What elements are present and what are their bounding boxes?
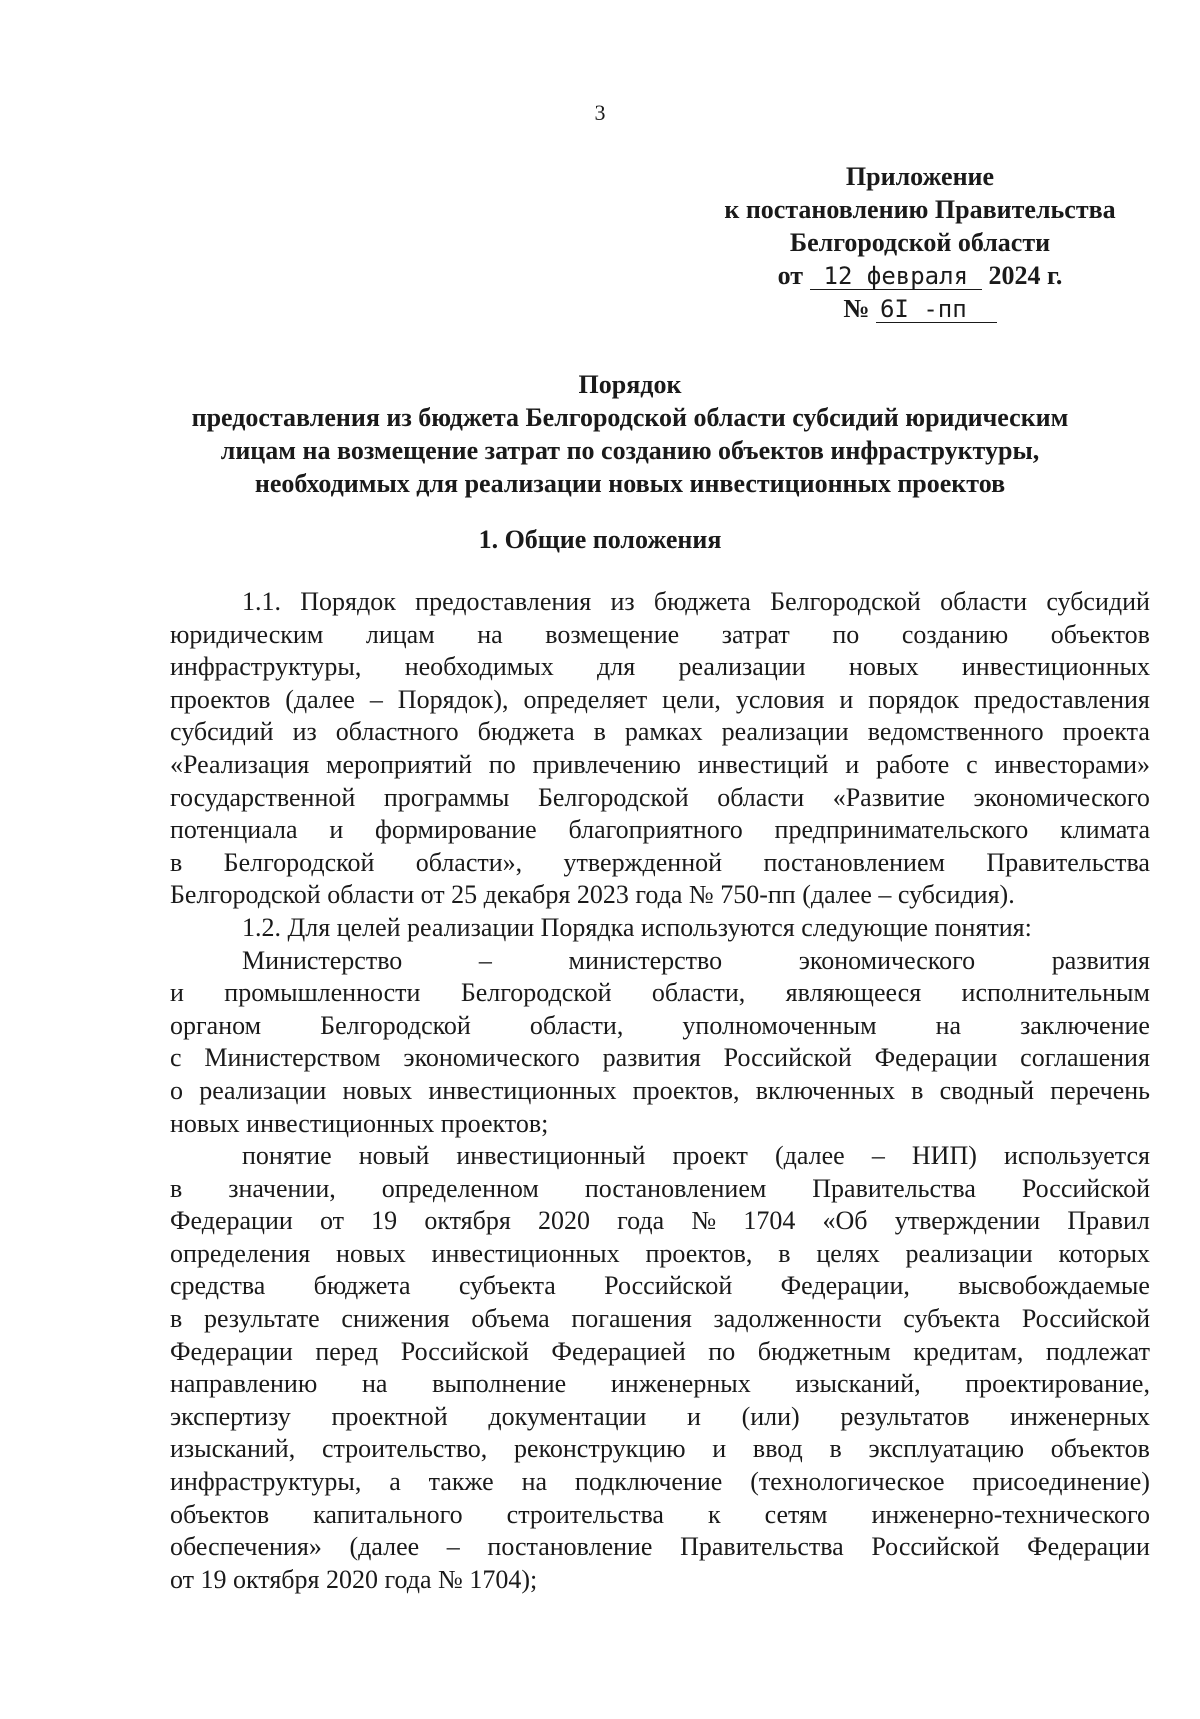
word: развития xyxy=(602,1043,701,1073)
word: государственной xyxy=(170,782,356,812)
word: Российской xyxy=(1021,1173,1150,1203)
body-line xyxy=(170,1368,1150,1401)
body-line xyxy=(170,1499,1150,1532)
word: порядок xyxy=(868,684,959,714)
body-line xyxy=(170,814,1150,847)
word: Белгородской xyxy=(460,978,612,1008)
word: предпринимательского xyxy=(774,815,1029,845)
word: (далее xyxy=(349,1532,420,1562)
word: Правительства xyxy=(986,847,1150,877)
word: Федерации xyxy=(170,1336,293,1366)
word: Правительства xyxy=(812,1173,976,1203)
word: экономического xyxy=(403,1043,580,1073)
word: результате xyxy=(203,1304,320,1334)
word: Российской xyxy=(723,1043,852,1073)
word: объектов xyxy=(170,1499,270,1529)
word: определенном xyxy=(381,1173,539,1203)
word: утверждении xyxy=(894,1206,1041,1236)
word: – xyxy=(369,684,383,714)
word: «Реализация xyxy=(170,749,310,779)
word: результатов xyxy=(840,1401,970,1431)
word: от xyxy=(319,1206,344,1236)
word: ввод xyxy=(752,1434,803,1464)
word: значении, xyxy=(228,1173,336,1203)
appendix-block xyxy=(700,160,1140,325)
word: областного xyxy=(335,717,459,747)
word: Федерации xyxy=(170,1206,293,1236)
word: субъекта xyxy=(903,1304,1001,1334)
body-line xyxy=(170,1401,1150,1434)
word: инвесторами» xyxy=(994,749,1150,779)
body-line xyxy=(170,1433,1150,1466)
word: и xyxy=(170,978,184,1008)
word: Федерации xyxy=(1027,1532,1150,1562)
number-prefix: № xyxy=(843,294,870,323)
appendix-date xyxy=(700,259,1140,292)
word: уполномоченным xyxy=(682,1010,877,1040)
word: проект xyxy=(672,1141,748,1171)
date-suffix: 2024 г. xyxy=(988,261,1063,290)
word: инженерных xyxy=(610,1369,751,1399)
word: Белгородской xyxy=(537,782,689,812)
word: Белгородской xyxy=(320,1010,471,1040)
word: из xyxy=(292,717,317,747)
appendix-line-3: Белгородской области xyxy=(789,228,1051,257)
word: «Развитие xyxy=(832,782,945,812)
word: сетям xyxy=(764,1499,828,1529)
word: подлежат xyxy=(1045,1336,1150,1366)
word: субъекта xyxy=(458,1271,556,1301)
word: и xyxy=(687,1401,701,1431)
word: и xyxy=(712,1434,727,1464)
word: в xyxy=(778,1238,791,1268)
word: перечень xyxy=(1050,1075,1150,1105)
word: Российской xyxy=(871,1532,1000,1562)
word: реализации xyxy=(905,1238,1033,1268)
word: новый xyxy=(358,1141,430,1171)
word: новых xyxy=(848,652,919,682)
word: а xyxy=(389,1467,401,1497)
word: климата xyxy=(1060,815,1150,845)
body-line xyxy=(170,977,1150,1010)
word: № xyxy=(691,1206,717,1236)
word: юридическим xyxy=(170,619,324,649)
word: области xyxy=(940,587,1028,616)
word: сводный xyxy=(939,1075,1035,1105)
title-line-4: необходимых для реализации новых инвестиционных проектов xyxy=(254,469,1006,498)
word: эксплуатацию xyxy=(868,1434,1025,1464)
body-line xyxy=(170,1205,1150,1238)
word: 19 xyxy=(371,1206,398,1236)
body-line xyxy=(170,1466,1150,1499)
word: присоединение) xyxy=(972,1467,1150,1497)
word: задолженности xyxy=(713,1304,882,1334)
word: условия xyxy=(735,684,825,714)
number-handwritten: 6I -пп xyxy=(876,296,997,323)
word: экспертизу xyxy=(170,1401,291,1431)
word: в xyxy=(829,1434,842,1464)
word: инженерных xyxy=(1010,1401,1150,1431)
word: с xyxy=(170,1043,182,1073)
word: Российской xyxy=(400,1336,529,1366)
word: Федерации, xyxy=(780,1271,910,1301)
word: целях xyxy=(816,1238,880,1268)
word: субсидий xyxy=(1046,587,1150,616)
word: года xyxy=(617,1206,665,1236)
word: и xyxy=(845,749,860,779)
word: – xyxy=(871,1141,885,1171)
word: бюджета xyxy=(313,1271,411,1301)
word: привлечению xyxy=(532,749,681,779)
word: подключение xyxy=(574,1467,723,1497)
word: новых xyxy=(342,1075,413,1105)
word: октября xyxy=(424,1206,511,1236)
word: органом xyxy=(170,1010,262,1040)
word: цели, xyxy=(662,684,721,714)
word: определяет xyxy=(523,684,648,714)
word: кредитам, xyxy=(913,1336,1024,1366)
body-line xyxy=(170,1336,1150,1369)
word: предоставления xyxy=(415,587,592,616)
word: на xyxy=(521,1467,548,1497)
word: затрат xyxy=(721,619,790,649)
word: лицам xyxy=(365,619,435,649)
word: определения xyxy=(170,1238,311,1268)
body-line xyxy=(170,1531,1150,1564)
word: соглашения xyxy=(1020,1043,1150,1073)
title-line-2: предоставления из бюджета Белгородской области субсидий юридическим xyxy=(191,403,1069,432)
word: инвестиционных xyxy=(428,1075,617,1105)
word: экономического xyxy=(798,945,976,975)
word: строительство, xyxy=(321,1434,488,1464)
word: в xyxy=(170,1304,183,1334)
word: к xyxy=(707,1499,721,1529)
word: средства xyxy=(170,1271,266,1301)
word: области, xyxy=(529,1010,624,1040)
document-title xyxy=(120,368,1140,500)
word: 1.1. xyxy=(242,587,281,616)
word: ведомственного xyxy=(867,717,1044,747)
word: области», xyxy=(415,847,523,877)
word: созданию xyxy=(901,619,1009,649)
word: которых xyxy=(1058,1238,1150,1268)
word: постановлением xyxy=(584,1173,767,1203)
word: Белгородской xyxy=(770,587,921,616)
body-line xyxy=(170,1238,1150,1271)
word: для xyxy=(597,652,636,682)
word: проектов, xyxy=(632,1075,740,1105)
body-line xyxy=(170,1010,1150,1043)
word: программы xyxy=(383,782,510,812)
word: строительства xyxy=(506,1499,664,1529)
word: постановление xyxy=(487,1532,653,1562)
body-line xyxy=(170,651,1150,684)
word: в xyxy=(593,717,606,747)
body-line xyxy=(170,1042,1150,1075)
word: погашения xyxy=(571,1304,692,1334)
word: реконструкцию xyxy=(514,1434,686,1464)
word: проектов xyxy=(170,684,271,714)
word: Федерацией xyxy=(551,1336,686,1366)
word: необходимых xyxy=(404,652,554,682)
word: Порядок xyxy=(300,587,396,616)
word: проекта xyxy=(1062,717,1150,747)
appendix-title: Приложение xyxy=(845,162,995,191)
body-line: 1.2. Для целей реализации Порядка используются следующие понятия: xyxy=(242,912,1032,942)
title-line-1: Порядок xyxy=(578,370,682,399)
word: Российской xyxy=(1021,1304,1150,1334)
word: по xyxy=(708,1336,736,1366)
word: высвобождаемые xyxy=(958,1271,1150,1301)
word: бюджетным xyxy=(757,1336,891,1366)
word: проектирование, xyxy=(965,1369,1150,1399)
word: области xyxy=(717,782,805,812)
word: постановлением xyxy=(763,847,945,877)
word: обеспечения» xyxy=(170,1532,322,1562)
word: реализации xyxy=(721,717,849,747)
word: объема xyxy=(471,1304,550,1334)
word: инфраструктуры, xyxy=(170,1467,362,1497)
word: – xyxy=(478,945,492,975)
body-line xyxy=(170,1270,1150,1303)
body-line: Белгородской области от 25 декабря 2023 года № 750-пп (далее – субсидия). xyxy=(170,880,1015,910)
word: объектов xyxy=(1050,619,1150,649)
word: рамках xyxy=(624,717,703,747)
body-line xyxy=(170,586,1150,619)
word: изысканий, xyxy=(795,1369,921,1399)
word: развития xyxy=(1051,945,1150,975)
word: новых xyxy=(336,1238,406,1268)
word: снижения xyxy=(341,1304,450,1334)
word: инвестиций xyxy=(697,749,829,779)
word: о xyxy=(170,1075,183,1105)
word: предоставления xyxy=(973,684,1150,714)
body-line xyxy=(170,847,1150,880)
body-line xyxy=(170,782,1150,815)
word: понятие xyxy=(242,1141,332,1171)
body-line xyxy=(170,945,1150,978)
body-line xyxy=(170,684,1150,717)
word: экономического xyxy=(973,782,1150,812)
word: Министерство xyxy=(242,945,403,975)
word: (далее xyxy=(775,1141,845,1171)
word: с xyxy=(966,749,978,779)
word: инфраструктуры, xyxy=(170,652,362,682)
body-line xyxy=(170,749,1150,782)
word: выполнение xyxy=(432,1369,567,1399)
word: исполнительным xyxy=(961,978,1150,1008)
word: и xyxy=(329,815,344,845)
word: Порядок), xyxy=(397,684,509,714)
word: НИП) xyxy=(911,1141,977,1171)
appendix-number xyxy=(700,292,1140,325)
word: благоприятного xyxy=(568,815,743,845)
word: проектной xyxy=(331,1401,448,1431)
word: реализации xyxy=(199,1075,327,1105)
word: утвержденной xyxy=(563,847,723,877)
word: направлению xyxy=(170,1369,318,1399)
word: капитального xyxy=(313,1499,463,1529)
word: потенциала xyxy=(170,815,298,845)
word: также xyxy=(428,1467,494,1497)
word: (далее xyxy=(285,684,355,714)
appendix-line-2: к постановлению Правительства xyxy=(724,195,1116,224)
word: – xyxy=(446,1532,460,1562)
word: инвестиционный xyxy=(456,1141,646,1171)
word: формирование xyxy=(375,815,537,845)
word: мероприятий xyxy=(326,749,472,779)
word: Российской xyxy=(604,1271,733,1301)
word: инвестиционных xyxy=(961,652,1150,682)
word: и xyxy=(839,684,854,714)
body-line xyxy=(170,1140,1150,1173)
word: Министерством xyxy=(204,1043,381,1073)
body-line: новых инвестиционных проектов; xyxy=(170,1108,549,1138)
word: в xyxy=(911,1075,924,1105)
word: проектов, xyxy=(645,1238,753,1268)
word: перед xyxy=(315,1336,379,1366)
word: используется xyxy=(1004,1141,1150,1171)
body-line xyxy=(170,1173,1150,1206)
word: документации xyxy=(488,1401,647,1431)
word: возмещение xyxy=(545,619,680,649)
word: на xyxy=(935,1010,962,1040)
word: реализации xyxy=(678,652,806,682)
word: бюджета xyxy=(653,587,751,616)
word: Правил xyxy=(1067,1206,1150,1236)
word: промышленности xyxy=(224,978,421,1008)
word: являющееся xyxy=(785,978,922,1008)
word: министерство xyxy=(568,945,723,975)
page-number: 3 xyxy=(594,100,606,125)
body-line xyxy=(170,1303,1150,1336)
word: Правительства xyxy=(680,1532,844,1562)
word: области, xyxy=(651,978,746,1008)
word: по xyxy=(832,619,860,649)
word: из xyxy=(610,587,635,616)
word: заключение xyxy=(1020,1010,1150,1040)
word: включенных xyxy=(755,1075,895,1105)
word: работе xyxy=(875,749,950,779)
word: на xyxy=(361,1369,388,1399)
date-prefix: от xyxy=(777,261,804,290)
word: «Об xyxy=(822,1206,868,1236)
word: 1704 xyxy=(743,1206,796,1236)
word: в xyxy=(170,1173,183,1203)
word: субсидий xyxy=(170,717,274,747)
section-heading: 1. Общие положения xyxy=(478,525,722,554)
word: объектов xyxy=(1050,1434,1150,1464)
body-line: от 19 октября 2020 года № 1704); xyxy=(170,1564,538,1594)
body-line xyxy=(170,619,1150,652)
word: инженерно-технического xyxy=(871,1499,1150,1529)
word: по xyxy=(488,749,516,779)
word: Федерации xyxy=(874,1043,998,1073)
body-line xyxy=(170,716,1150,749)
body-line xyxy=(170,1075,1150,1108)
word: бюджета xyxy=(477,717,575,747)
date-handwritten: 12 февраля xyxy=(810,263,983,290)
word: Белгородской xyxy=(223,847,375,877)
word: на xyxy=(477,619,503,649)
body-text xyxy=(170,586,1150,1596)
word: изысканий, xyxy=(170,1434,296,1464)
word: (технологическое xyxy=(750,1467,945,1497)
word: в xyxy=(170,847,183,877)
word: инвестиционных xyxy=(431,1238,620,1268)
word: (или) xyxy=(741,1401,800,1431)
word: 2020 xyxy=(537,1206,590,1236)
title-line-3: лицам на возмещение затрат по созданию объектов инфраструктуры, xyxy=(220,436,1040,465)
